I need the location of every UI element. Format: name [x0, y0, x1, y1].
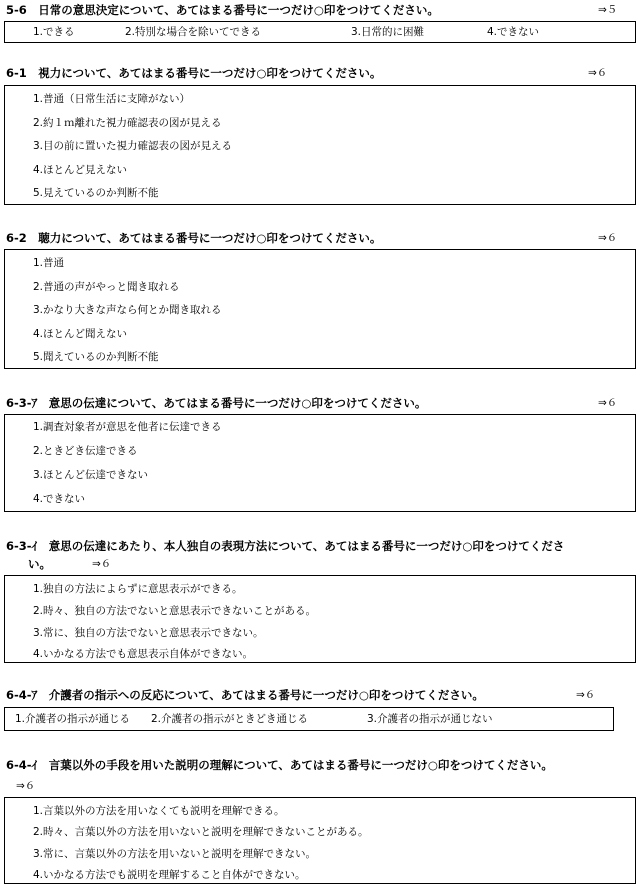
option-3[interactable]: 3.日常的に困難 — [351, 26, 425, 38]
option-4[interactable]: 4.いかなる方法でも意思表示自体ができない。 — [33, 648, 254, 660]
option-3[interactable]: 3.常に、独自の方法でないと意思表示できない。 — [33, 627, 264, 639]
next-question-ref: ⇒６ — [598, 397, 618, 409]
question-title: 6-4-ｲ 言葉以外の手段を用いた説明の理解について、あてはまる番号に一つだけ○印をつけてください。 — [6, 758, 553, 772]
next-question-ref: ⇒６ — [588, 67, 608, 79]
option-5[interactable]: 5.見えているのか判断不能 — [33, 187, 159, 199]
question-title: 6-3-ｱ 意思の伝達について、あてはまる番号に一つだけ○印をつけてください。 — [6, 396, 427, 410]
answer-box — [4, 249, 636, 369]
answer-box — [4, 414, 636, 512]
option-1[interactable]: 1.独自の方法によらずに意思表示ができる。 — [33, 583, 243, 595]
option-5[interactable]: 5.聞えているのか判断不能 — [33, 351, 159, 363]
option-4[interactable]: 4.できない — [33, 493, 86, 505]
question-title: 6-4-ｱ 介護者の指示への反応について、あてはまる番号に一つだけ○印をつけてください。 — [6, 688, 484, 702]
answer-box — [4, 21, 636, 43]
next-question-ref: ⇒５ — [598, 4, 618, 16]
question-title: 5-6 日常の意思決定について、あてはまる番号に一つだけ○印をつけてください。 — [6, 3, 439, 17]
option-1[interactable]: 1.調査対象者が意思を他者に伝達できる — [33, 421, 222, 433]
answer-box — [4, 707, 614, 731]
question-title: 6-2 聴力について、あてはまる番号に一つだけ○印をつけてください。 — [6, 231, 382, 245]
option-3[interactable]: 3.目の前に置いた視力確認表の図が見える — [33, 140, 233, 152]
option-3[interactable]: 3.常に、言葉以外の方法を用いないと説明を理解できない。 — [33, 848, 317, 860]
question-title: 6-3-ｲ 意思の伝達にあたり、本人独自の表現方法について、あてはまる番号に一つだけ○印をつけてくださ — [6, 539, 565, 553]
option-1[interactable]: 1.言葉以外の方法を用いなくても説明を理解できる。 — [33, 805, 285, 817]
option-1[interactable]: 1.介護者の指示が通じる — [15, 713, 131, 725]
question-title: 6-1 視力について、あてはまる番号に一つだけ○印をつけてください。 — [6, 66, 382, 80]
next-question-ref: ⇒６ — [92, 558, 112, 570]
option-2[interactable]: 2.特別な場合を除いてできる — [125, 26, 262, 38]
next-question-ref: ⇒６ — [16, 780, 36, 792]
option-4[interactable]: 4.いかなる方法でも説明を理解すること自体ができない。 — [33, 869, 306, 881]
option-1[interactable]: 1.できる — [33, 26, 75, 38]
option-3[interactable]: 3.ほとんど伝達できない — [33, 469, 149, 481]
option-4[interactable]: 4.できない — [487, 26, 540, 38]
answer-box — [4, 797, 636, 884]
option-4[interactable]: 4.ほとんど聞えない — [33, 328, 128, 340]
question-title-continued: い。 — [28, 557, 51, 571]
option-3[interactable]: 3.介護者の指示が通じない — [367, 713, 493, 725]
option-2[interactable]: 2.介護者の指示がときどき通じる — [151, 713, 309, 725]
next-question-ref: ⇒６ — [576, 689, 596, 701]
option-3[interactable]: 3.かなり大きな声なら何とか聞き取れる — [33, 304, 222, 316]
option-2[interactable]: 2.約１ｍ離れた視力確認表の図が見える — [33, 117, 222, 129]
answer-box — [4, 85, 636, 205]
option-1[interactable]: 1.普通（日常生活に支障がない） — [33, 93, 191, 105]
option-2[interactable]: 2.時々、独自の方法でないと意思表示できないことがある。 — [33, 605, 317, 617]
answer-box — [4, 575, 636, 663]
option-2[interactable]: 2.ときどき伝達できる — [33, 445, 138, 457]
option-4[interactable]: 4.ほとんど見えない — [33, 164, 128, 176]
option-2[interactable]: 2.時々、言葉以外の方法を用いないと説明を理解できないことがある。 — [33, 826, 369, 838]
option-2[interactable]: 2.普通の声がやっと聞き取れる — [33, 281, 180, 293]
option-1[interactable]: 1.普通 — [33, 257, 65, 269]
next-question-ref: ⇒６ — [598, 232, 618, 244]
